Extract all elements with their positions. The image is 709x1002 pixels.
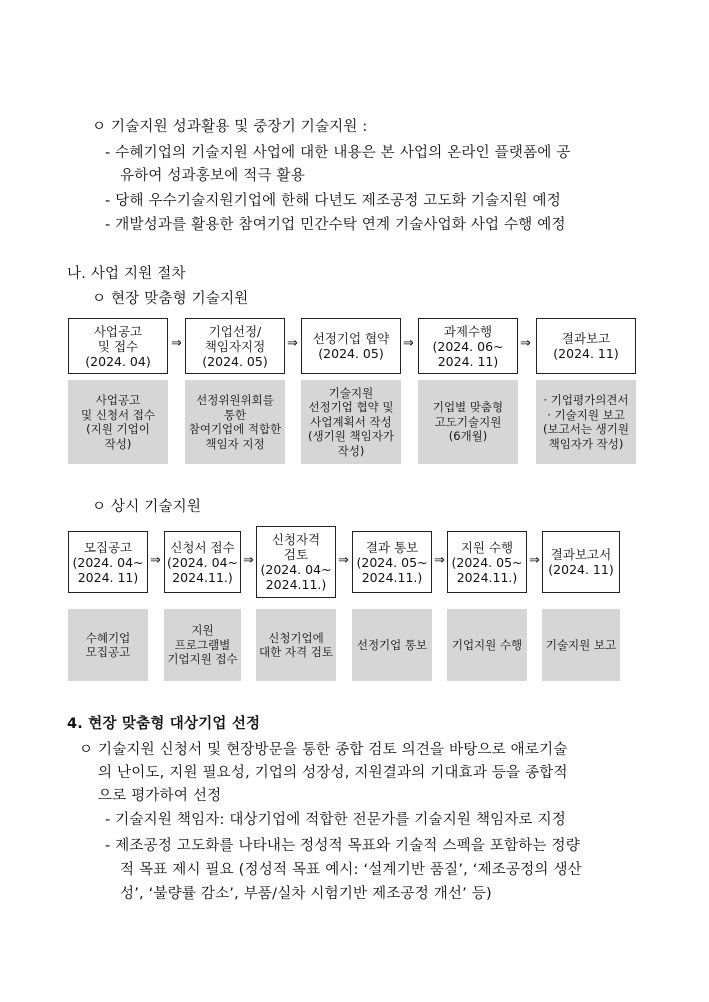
flow2-arrow-1: ⇒ — [150, 553, 161, 568]
flow1-step-1: 사업공고 및 접수 (2024. 04) — [68, 318, 168, 374]
section-na-title: 나. 사업 지원 절차 — [67, 266, 186, 282]
flow2-desc-1: 수혜기업 모집공고 — [68, 609, 148, 681]
section-4-para-2: 의 난이도, 지원 필요성, 기업의 성장성, 지원결과의 기대효과 등을 종합적 — [98, 765, 568, 781]
sub2-heading: ㅇ 상시 기술지원 — [92, 499, 202, 515]
flow2-desc-6: 기술지원 보고 — [542, 609, 620, 681]
top-bullet-2: - 당해 우수기술지원기업에 한해 다년도 제조공정 고도화 기술지원 예정 — [105, 193, 561, 209]
flow1-step-4: 과제수행 (2024. 06~ 2024. 11) — [418, 318, 518, 374]
flow1-desc-4: 기업별 맞춤형 고도기술지원 (6개월) — [418, 380, 518, 464]
section-4-para-1: ㅇ 기술지원 신청서 및 현장방문을 통한 종합 검토 의견을 바탕으로 애로기술 — [79, 742, 568, 758]
flow2-step-4: 결과 통보 (2024. 05~ 2024.11.) — [352, 531, 432, 593]
flow1-desc-3: 기술지원 선정기업 협약 및 사업계획서 작성 (생기원 책임자가 작성) — [301, 380, 401, 464]
flow2-step-5: 지원 수행 (2024. 05~ 2024.11.) — [447, 531, 527, 593]
section-4-title: 4. 현장 맞춤형 대상기업 선정 — [67, 716, 261, 732]
section-4-bullet-2c: 성’, ‘불량률 감소’, 부품/실차 시험기반 제조공정 개선’ 등) — [120, 886, 492, 902]
top-bullet-1b: 유하여 성과홍보에 적극 활용 — [120, 168, 305, 184]
section-4-para-3: 으로 평가하여 선정 — [98, 788, 222, 804]
flow1-desc-1: 사업공고 및 신청서 접수 (지원 기업이 작성) — [68, 380, 168, 464]
flow2-step-1: 모집공고 (2024. 04~ 2024. 11) — [68, 531, 148, 593]
flow2-arrow-4: ⇒ — [434, 553, 445, 568]
top-bullet-1a: - 수혜기업의 기술지원 사업에 대한 내용은 본 사업의 온라인 플랫폼에 공 — [105, 145, 571, 161]
flow2-desc-2: 지원 프로그램별 기업지원 접수 — [164, 609, 241, 681]
flow2-arrow-3: ⇒ — [338, 553, 349, 568]
flow2-step-2: 신청서 접수 (2024. 04~ 2024.11.) — [164, 531, 241, 593]
flow2-desc-4: 선정기업 통보 — [352, 609, 432, 681]
flow1-arrow-2: ⇒ — [287, 336, 298, 351]
flow1-step-3: 선정기업 협약 (2024. 05) — [301, 318, 401, 374]
top-bullet-3: - 개발성과를 활용한 참여기업 민간수탁 연계 기술사업화 사업 수행 예정 — [105, 217, 566, 233]
flow2-desc-3: 신청기업에 대한 자격 검토 — [256, 609, 336, 681]
sub1-heading: ㅇ 현장 맞춤형 기술지원 — [92, 291, 249, 307]
section-4-bullet-2b: 적 목표 제시 필요 (정성적 목표 예시: ‘설계기반 품질’, ‘제조공정의 생산 — [120, 862, 582, 878]
flow2-desc-5: 기업지원 수행 — [447, 609, 527, 681]
flow1-step-2: 기업선정/ 책임자지정 (2024. 05) — [185, 318, 285, 374]
flow1-desc-2: 선정위원위회를 통한 참여기업에 적합한 책임자 지정 — [185, 380, 285, 464]
flow2-step-3: 신청자격 검토 (2024. 04~ 2024.11.) — [256, 526, 336, 598]
flow1-step-5: 결과보고 (2024. 11) — [536, 318, 636, 374]
flow1-arrow-3: ⇒ — [403, 336, 414, 351]
flow2-arrow-2: ⇒ — [243, 553, 254, 568]
section-4-bullet-1: - 기술지원 책임자: 대상기업에 적합한 전문가를 기술지원 책임자로 지정 — [105, 812, 566, 828]
flow1-desc-5: · 기업평가의견서 · 기술지원 보고 (보고서는 생기원 책임자가 작성) — [536, 380, 636, 464]
flow1-arrow-4: ⇒ — [520, 336, 531, 351]
flow2-step-6: 결과보고서 (2024. 11) — [542, 531, 620, 593]
section-4-bullet-2a: - 제조공정 고도화를 나타내는 정성적 목표와 기술적 스펙을 포함하는 정량 — [105, 838, 580, 854]
flow1-arrow-1: ⇒ — [171, 336, 182, 351]
flow2-arrow-5: ⇒ — [529, 553, 540, 568]
top-heading: ㅇ 기술지원 성과활용 및 중장기 기술지원 : — [92, 119, 368, 135]
